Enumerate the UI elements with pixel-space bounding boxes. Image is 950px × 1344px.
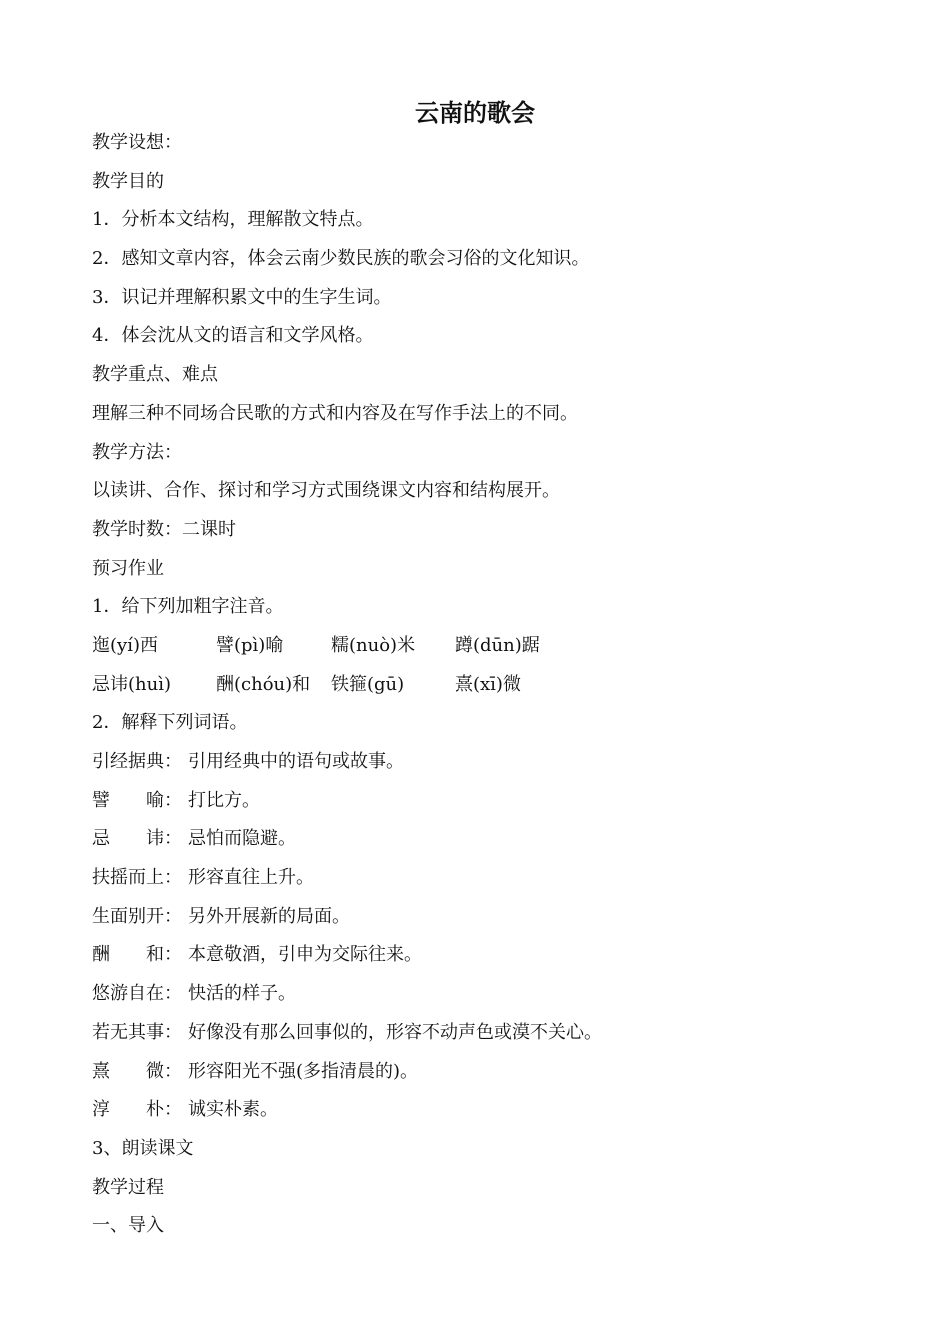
definition-item	[92, 820, 892, 859]
definition-meaning: 好像没有那么回事似的，形容不动声色或漠不关心。	[188, 1021, 602, 1043]
definition-item	[92, 859, 892, 898]
definition-item	[92, 1014, 892, 1053]
goal-item-3: 3．识记并理解积累文中的生字生词。	[92, 286, 392, 308]
definition-meaning: 忌怕而隐避。	[188, 828, 296, 850]
page-title: 云南的歌会	[415, 99, 535, 127]
intro-line: 教学设想：	[92, 132, 182, 153]
goal-item-2: 2．感知文章内容，体会云南少数民族的歌会习俗的文化知识。	[92, 248, 590, 270]
definition-term: 忌 讳：	[92, 828, 182, 850]
definition-term: 譬 喻：	[92, 789, 182, 811]
definition-meaning: 诚实朴素。	[188, 1099, 278, 1121]
definition-term: 扶摇而上：	[92, 867, 182, 889]
pinyin-item: 迤(yí)西	[92, 634, 158, 656]
definition-term: 悠游自在：	[92, 983, 182, 1005]
method-heading: 教学方法：	[92, 441, 182, 463]
document-body	[92, 124, 892, 1246]
definition-item	[92, 898, 892, 937]
definition-item	[92, 743, 892, 782]
definition-item	[92, 782, 892, 821]
definition-meaning: 形容阳光不强(多指清晨的)。	[188, 1060, 419, 1082]
preview-heading: 预习作业	[92, 557, 164, 579]
definition-term: 熹 微：	[92, 1060, 182, 1082]
pinyin-item: 譬(pì)喻	[216, 634, 284, 656]
pinyin-item: 糯(nuò)米	[331, 634, 416, 656]
pinyin-item: 蹲(dūn)踞	[455, 634, 540, 656]
goal-item-1: 1．分析本文结构，理解散文特点。	[92, 209, 374, 231]
definition-meaning: 本意敬酒，引申为交际往来。	[188, 944, 422, 966]
definition-term: 若无其事：	[92, 1021, 182, 1043]
pinyin-row-1	[92, 627, 892, 666]
definition-meaning: 另外开展新的局面。	[188, 905, 350, 927]
definition-term: 生面别开：	[92, 905, 182, 927]
pinyin-item: 酬(chóu)和	[216, 673, 311, 695]
pinyin-item: 忌讳(huì)	[92, 673, 171, 695]
definition-meaning: 形容直往上升。	[188, 867, 314, 889]
definition-item	[92, 975, 892, 1014]
definition-term: 引经据典：	[92, 751, 182, 772]
definition-meaning: 引用经典中的语句或故事。	[188, 751, 404, 772]
definition-item	[92, 1091, 892, 1130]
task-3: 3、朗读课文	[92, 1137, 194, 1159]
hours-line: 教学时数：二课时	[92, 518, 236, 540]
task-1: 1．给下列加粗字注音。	[92, 596, 284, 618]
section-1-heading: 一、导入	[92, 1215, 164, 1237]
pinyin-row-2	[92, 666, 892, 705]
definition-meaning: 打比方。	[188, 789, 260, 811]
goal-item-4: 4．体会沈从文的语言和文学风格。	[92, 325, 374, 347]
definition-item	[92, 936, 892, 975]
definition-item	[92, 1053, 892, 1092]
definition-term: 酬 和：	[92, 944, 182, 966]
focus-text: 理解三种不同场合民歌的方式和内容及在写作手法上的不同。	[92, 402, 578, 424]
task-2: 2．解释下列词语。	[92, 712, 248, 734]
pinyin-item: 熹(xī)微	[455, 673, 521, 695]
method-text: 以读讲、合作、探讨和学习方式围绕课文内容和结构展开。	[92, 480, 560, 502]
definition-meaning: 快活的样子。	[188, 983, 296, 1005]
goals-heading: 教学目的	[92, 170, 164, 192]
pinyin-item: 铁箍(gū)	[331, 673, 405, 695]
focus-heading: 教学重点、难点	[92, 364, 218, 386]
process-heading: 教学过程	[92, 1176, 164, 1198]
definition-term: 淳 朴：	[92, 1099, 182, 1121]
